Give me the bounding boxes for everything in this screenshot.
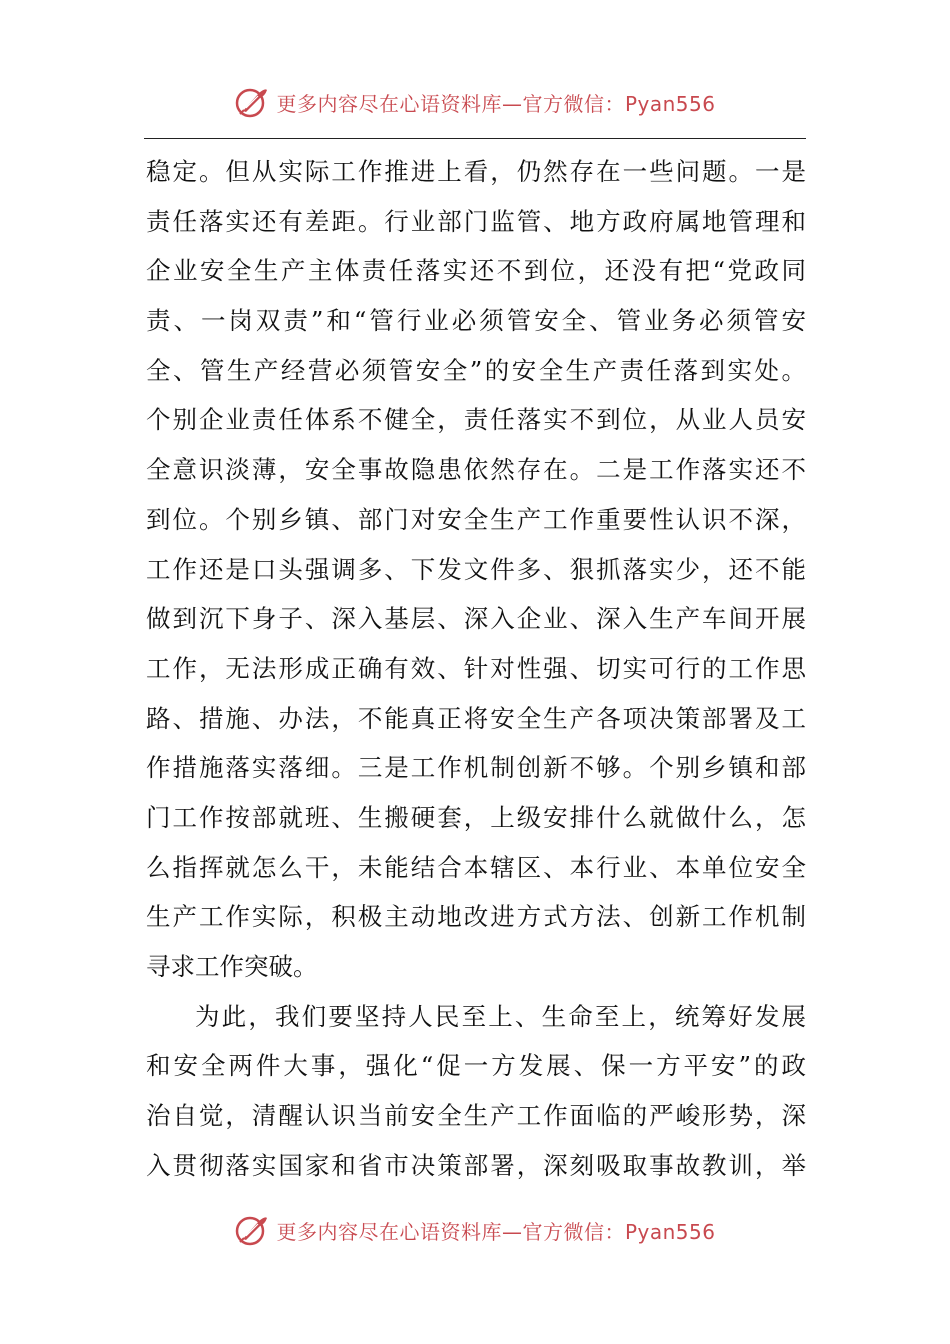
header-banner xyxy=(0,82,950,122)
quill-logo-icon xyxy=(234,1212,270,1248)
text-line: 到位。个别乡镇、部门对安全生产工作重要性认识不深， xyxy=(146,504,806,534)
text-line: 为此，我们要坚持人民至上、生命至上，统筹好发展 xyxy=(195,1001,806,1031)
text-line: 作措施落实落细。三是工作机制创新不够。个别乡镇和部 xyxy=(146,753,806,783)
quill-logo-icon xyxy=(234,84,270,120)
header-banner-text: 更多内容尽在心语资料库—官方微信：Pyan556 xyxy=(276,91,716,116)
text-line: 工作还是口头强调多、下发文件多、狠抓落实少，还不能 xyxy=(146,554,806,584)
text-line: 么指挥就怎么干，未能结合本辖区、本行业、本单位安全 xyxy=(146,852,806,882)
text-line: 稳定。但从实际工作推进上看，仍然存在一些问题。一是 xyxy=(146,157,806,186)
text-line: 责任落实还有差距。行业部门监管、地方政府属地管理和 xyxy=(146,206,806,236)
text-line: 生产工作实际，积极主动地改进方式方法、创新工作机制 xyxy=(146,902,806,932)
document-body xyxy=(146,147,806,1190)
header-divider xyxy=(144,138,806,139)
text-line: 门工作按部就班、生搬硬套，上级安排什么就做什么，怎 xyxy=(146,802,806,832)
text-line: 全、管生产经营必须管安全”的安全生产责任落到实处。 xyxy=(146,355,806,385)
text-line: 责、一岗双责”和“管行业必须管安全、管业务必须管安 xyxy=(146,306,806,336)
text-line: 治自觉，清醒认识当前安全生产工作面临的严峻形势，深 xyxy=(146,1101,806,1131)
text-line: 入贯彻落实国家和省市决策部署，深刻吸取事故教训，举 xyxy=(146,1150,806,1180)
text-line: 工作，无法形成正确有效、针对性强、切实可行的工作思 xyxy=(146,653,806,683)
text-line: 路、措施、办法，不能真正将安全生产各项决策部署及工 xyxy=(146,703,806,733)
text-line: 个别企业责任体系不健全，责任落实不到位，从业人员安 xyxy=(146,405,806,435)
footer-banner xyxy=(0,1210,950,1250)
text-line: 做到沉下身子、深入基层、深入企业、深入生产车间开展 xyxy=(146,604,806,634)
footer-banner-text: 更多内容尽在心语资料库—官方微信：Pyan556 xyxy=(276,1219,716,1244)
text-line: 寻求工作突破。 xyxy=(146,952,318,981)
text-line: 企业安全生产主体责任落实还不到位，还没有把“党政同 xyxy=(146,256,806,286)
text-line: 全意识淡薄，安全事故隐患依然存在。二是工作落实还不 xyxy=(146,455,806,485)
text-line: 和安全两件大事，强化“促一方发展、保一方平安”的政 xyxy=(146,1051,806,1081)
